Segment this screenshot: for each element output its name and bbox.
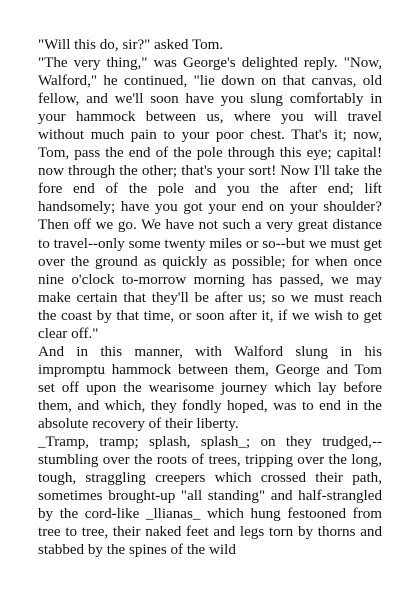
paragraph-4: _Tramp, tramp; splash, splash_; on they trudged,--stumbling over the roots of trees, tripping over the long, tough, straggling creepers which crossed their path, sometimes brought-up "all standing" and half-strangled by the cord-like _llianas_ which hung festooned from tree to tree, their naked feet and legs torn by thorns and stabbed by the spines of the wild xyxy=(38,434,382,559)
paragraph-3: And in this manner, with Walford slung in his impromptu hammock between them, George and Tom set off upon the wearisome journey which lay before them, and which, they fondly hoped, was to end in the absolute recovery of their liberty. xyxy=(38,343,382,432)
paragraph-2: "The very thing," was George's delighted reply. "Now, Walford," he continued, "lie down on that canvas, old fellow, and we'll soon have you slung comfortably in your hammock between us, where you will travel without much pain to your poor chest. That's it; now, Tom, pass the end of the pole through this eye; capital! now through the other; that's your sort! Now I'll take the fore end of the pole and you the after end; lift handsomely; have you got your end on your shoulder? Then off we go. We have not such a very great distance to travel--only some twenty miles or so--but we must get over the ground as quickly as possible; for when once nine o'clock to-morrow morning has passed, we may make certain that they'll be after us; so we must reach the coast by that time, or soon after it, if we wish to get clear off." xyxy=(38,55,382,342)
book-page xyxy=(38,36,382,559)
paragraph-1: "Will this do, sir?" asked Tom. xyxy=(38,37,224,53)
